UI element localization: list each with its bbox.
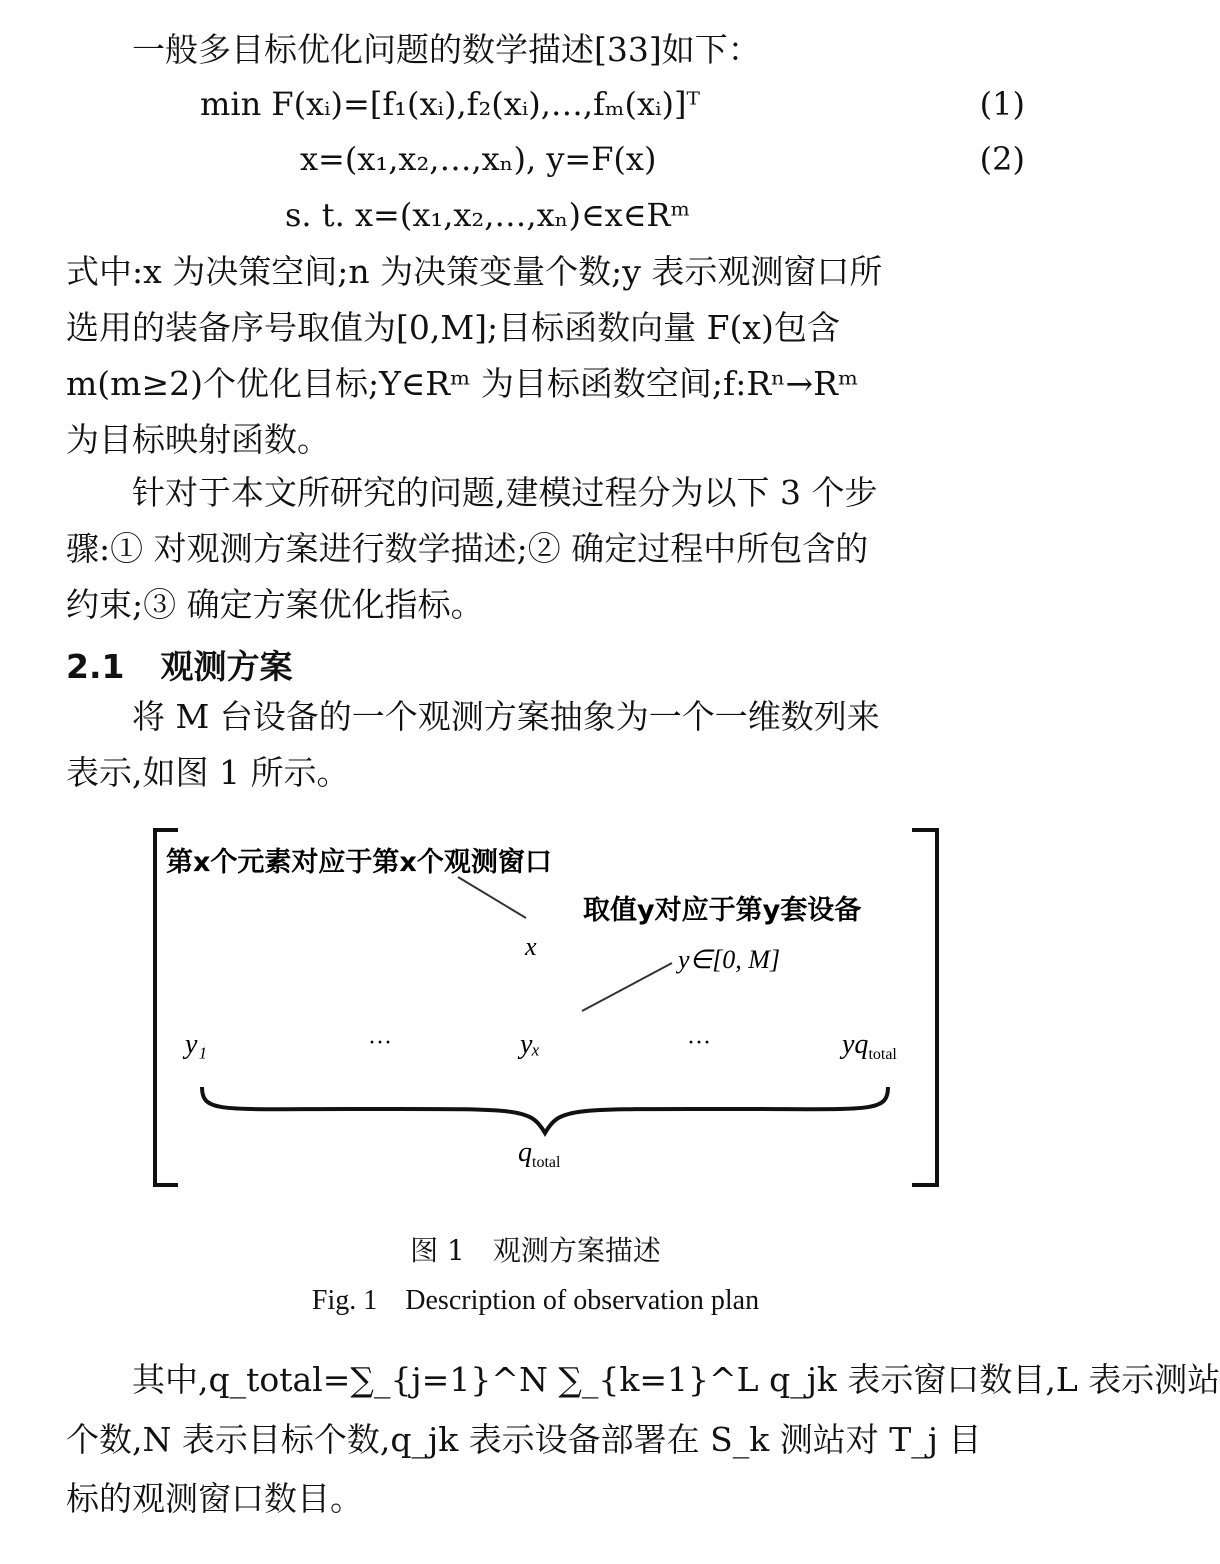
y-range: y∈[0, M] <box>678 945 781 974</box>
equation-3: s. t. x=(x₁,x₂,…,xₙ)∈x∈Rᵐ <box>285 196 691 234</box>
para4-line3: 标的观测窗口数目。 <box>66 1479 363 1518</box>
equation-1-number: (1) <box>979 85 1025 123</box>
para1-line2: 选用的装备序号取值为[0,M];目标函数向量 F(x)包含 <box>66 308 840 347</box>
para1-line1: 式中:x 为决策空间;n 为决策变量个数;y 表示观测窗口所 <box>66 252 883 291</box>
para1-line4: 为目标映射函数。 <box>66 420 330 459</box>
para2-line1: 针对于本文所研究的问题,建模过程分为以下 3 个步 <box>132 473 878 512</box>
caption-chinese: 图 1 观测方案描述 <box>410 1234 661 1267</box>
caption-english: Fig. 1 Description of observation plan <box>311 1285 760 1316</box>
ellipsis-right: ··· <box>687 1030 711 1056</box>
equation-2-number: (2) <box>979 140 1025 178</box>
label-value-y: 取值y对应于第y套设备 <box>583 895 862 926</box>
x-symbol: x <box>525 932 537 961</box>
para2-line3: 约束;③ 确定方案优化指标。 <box>66 585 484 624</box>
right-bracket <box>912 830 937 1185</box>
equation-2: x=(x₁,x₂,…,xₙ), y=F(x) <box>300 140 657 178</box>
section-number: 2.1 <box>66 647 125 686</box>
para3-line2: 表示,如图 1 所示。 <box>66 753 350 792</box>
curly-brace <box>202 1087 888 1133</box>
element-yx: yₓ <box>520 1029 541 1060</box>
intro-text: 一般多目标优化问题的数学描述[33]如下： <box>132 30 761 69</box>
label-element-x: 第x个元素对应于第x个观测窗口 <box>166 847 552 878</box>
para3-line1: 将 M 台设备的一个观测方案抽象为一个一维数列来 <box>132 697 880 736</box>
section-heading <box>66 641 292 688</box>
figure-observation-plan <box>150 825 945 1190</box>
element-yq-total: $yq_{total}$ <box>842 1029 897 1063</box>
element-y1: y₁ <box>185 1029 208 1060</box>
para4-line1: 其中,q_total=∑_{j=1}^N ∑_{k=1}^L q_jk 表示窗口数目,L 表示测站 <box>132 1360 1220 1399</box>
left-bracket <box>155 830 178 1185</box>
section-title: 观测方案 <box>160 647 293 686</box>
pointer-line-x <box>458 877 526 918</box>
equation-1: min F(xᵢ)=[f₁(xᵢ),f₂(xᵢ),…,fₘ(xᵢ)]ᵀ <box>200 85 700 123</box>
ellipsis-left: ··· <box>368 1030 392 1056</box>
para4-line2: 个数,N 表示目标个数,q_jk 表示设备部署在 S_k 测站对 T_j 目 <box>66 1420 982 1459</box>
brace-label-q-total: $q_{total}$ <box>518 1137 561 1171</box>
pointer-line-y <box>582 963 672 1011</box>
para2-line2: 骤:① 对观测方案进行数学描述;② 确定过程中所包含的 <box>66 529 869 568</box>
para1-line3: m(m≥2)个优化目标;Y∈Rᵐ 为目标函数空间;f:Rⁿ→Rᵐ <box>66 364 859 403</box>
